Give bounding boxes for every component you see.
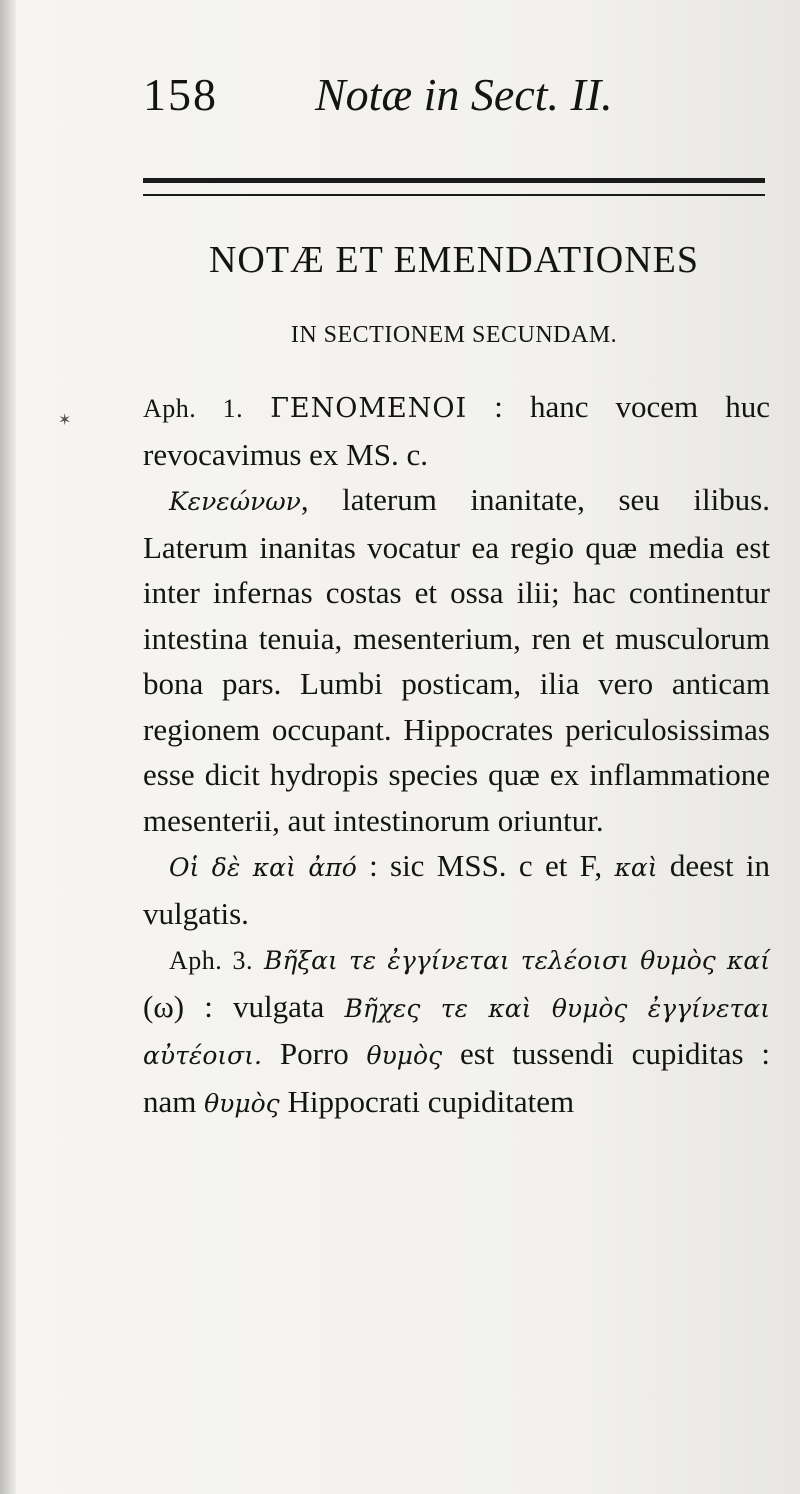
greek-term: θυμὸς — [204, 1088, 280, 1118]
paragraph-text: (ω) : vulgata — [143, 988, 325, 1024]
greek-term: Βῆξαι τε ἐγγίνεται τελέοισι θυμὸς καί — [264, 946, 771, 975]
paragraph-aph-3 — [143, 936, 770, 1126]
paragraph-kenewnwn — [143, 477, 770, 843]
paragraph-text: Porro — [279, 1036, 349, 1071]
aphorism-number: Aph. 1. — [143, 394, 244, 423]
header-rule-thick — [143, 178, 765, 183]
paragraph-text: : hanc vocem huc revocavimus ex MS. c. — [143, 389, 771, 472]
paragraph-text: , laterum inanitate, seu ilibus. Laterum inanitas vocatur ea regio quæ media est inter infernas costas et ossa ilii; hac continentur intestina tenuia, mesenterium, ren et musculorum bona pars. Lumbi posticam, ilia vero anticam regionem occupant. Hippocrates periculosissimas esse dicit hydropis species quæ ex inflammatione mesenterii, aut intestinorum oriuntur. — [143, 482, 770, 838]
section-heading: NOTÆ ET EMENDATIONES — [208, 239, 700, 281]
paragraph-text: est tussendi cupiditas : nam — [143, 1036, 770, 1119]
greek-term: Οἱ δὲ καὶ ἀπό — [169, 853, 357, 882]
greek-term: καὶ — [614, 853, 658, 882]
greek-term: Βῆχες τε καὶ θυμὸς ἐγγίνεται αὐτέοισι. — [143, 993, 770, 1070]
spine-shadow — [0, 0, 16, 1494]
margin-mark: ✶ — [58, 412, 72, 429]
running-head — [143, 68, 683, 132]
section-subheading: IN SECTIONEM SECUNDAM. — [290, 322, 618, 348]
paragraph-text: Hippocrati cupiditatem — [287, 1083, 575, 1119]
paragraph-oi-de — [143, 843, 770, 936]
greek-term: Κενεώνων — [169, 487, 301, 516]
aphorism-number: Aph. 3. — [169, 946, 254, 975]
greek-term: ΓΕΝΟΜΕΝΟΙ — [270, 393, 468, 424]
greek-term: θυμὸς — [366, 1041, 443, 1070]
paragraph-text: : sic MSS. c et F, — [369, 848, 603, 883]
header-rule-thin — [143, 194, 765, 196]
page-number: 158 — [143, 69, 218, 120]
paragraph-aph-1 — [143, 384, 770, 477]
body-text — [143, 384, 770, 1126]
running-title: Notæ in Sect. II. — [315, 69, 613, 120]
paragraph-text: deest in vulgatis. — [143, 848, 771, 931]
